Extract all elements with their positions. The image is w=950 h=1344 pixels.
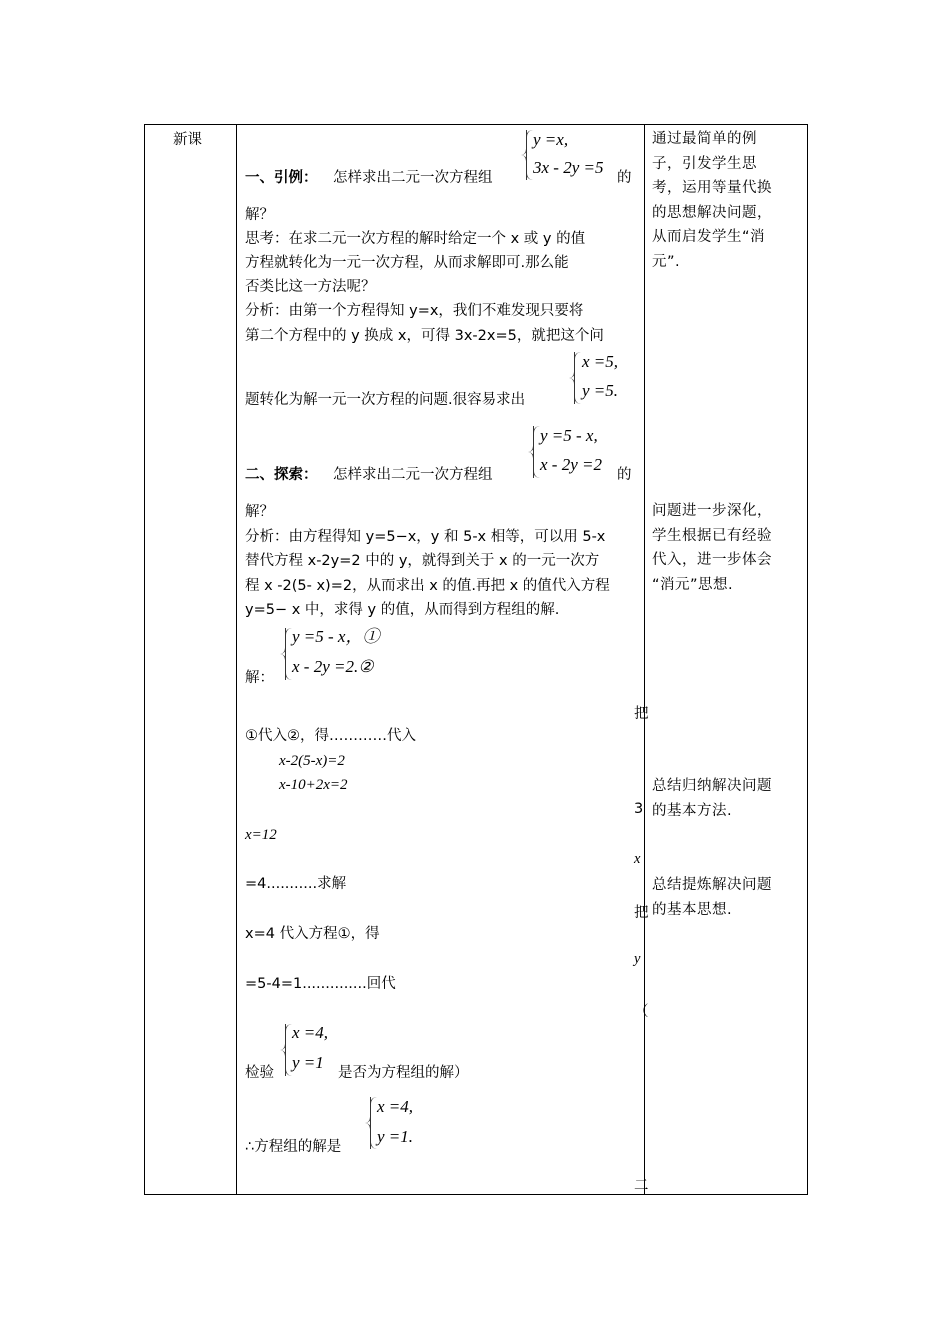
table-divider-1 [236, 124, 237, 1195]
think-line-1: 思考：在求二元一次方程的解时给定一个 x 或 y 的值 [245, 231, 586, 247]
intro-jie: 解？ [245, 207, 274, 223]
think-line-2: 方程就转化为一元一次方程，从而求解即可.那么能 [245, 255, 569, 271]
system-1-line-2: 3x - 2y =5 [533, 158, 604, 177]
step-back-substitute: x=4 代入方程①，得 [245, 926, 380, 942]
think-line-3: 否类比这一方法呢？ [245, 279, 376, 295]
check-line-2: y =1 [292, 1053, 324, 1072]
margin-symbol-5: y [634, 951, 641, 967]
system-2-line-1: y =5 - x, [540, 426, 598, 445]
conclusion-label: ∴方程组的解是 [245, 1139, 342, 1155]
section-label: 新课 [173, 132, 202, 148]
explore-question: 怎样求出二元一次方程组 [333, 467, 493, 483]
explore-analysis-4: y=5− x 中，求得 y 的值，从而得到方程组的解. [245, 602, 560, 618]
table-border-top [144, 124, 808, 125]
note-2 [652, 499, 802, 597]
system-2-line-2: x - 2y =2 [540, 455, 602, 474]
check-label: 检验 [245, 1065, 274, 1081]
note-1-line: 子，引发学生思 [652, 155, 757, 172]
intro-question: 怎样求出二元一次方程组 [333, 170, 493, 186]
step-equation-1: x-2(5-x)=2 [279, 753, 345, 769]
answer-line-2: y =5. [582, 381, 619, 400]
note-2-line: 学生根据已有经验 [652, 527, 772, 544]
intro-de: 的 [617, 170, 632, 186]
note-2-line: 问题进一步深化， [652, 503, 772, 519]
margin-symbol-1: 把 [634, 706, 649, 722]
table-border-bottom [144, 1194, 808, 1195]
check-line-1: x =4, [292, 1023, 329, 1042]
explore-jie: 解？ [245, 504, 274, 520]
table-divider-2 [644, 124, 645, 1195]
answer-line-1: x =5, [582, 352, 619, 371]
step-equation-2: x-10+2x=2 [279, 777, 348, 793]
table-border-left [144, 124, 145, 1195]
note-4 [652, 873, 802, 922]
final-line-2: y =1. [377, 1127, 414, 1146]
system-1-line-1: y =x, [533, 130, 569, 149]
margin-symbol-4: 把 [634, 905, 649, 921]
solution-line-2: x - 2y =2.② [292, 657, 374, 676]
note-1-line: 元”. [652, 253, 681, 270]
analysis-line-2: 第二个方程中的 y 换成 x，可得 3x-2x=5，就把这个问 [245, 328, 604, 344]
intro-heading: 一、引例： [245, 170, 318, 186]
note-3-line: 的基本方法. [652, 802, 733, 819]
note-2-line: “消元”思想. [652, 576, 734, 593]
table-border-right [807, 124, 808, 1195]
explore-heading: 二、探索： [245, 467, 318, 483]
analysis-line-3: 题转化为解一元一次方程的问题.很容易求出 [245, 392, 526, 408]
explore-de: 的 [617, 467, 632, 483]
note-1 [652, 127, 802, 274]
note-4-line: 总结提炼解决问题 [652, 877, 772, 893]
note-4-line: 的基本思想. [652, 901, 733, 918]
margin-symbol-3: x [634, 851, 641, 867]
explore-analysis-3: 程 x -2(5- x)=2，从而求出 x 的值.再把 x 的值代入方程 [245, 578, 610, 594]
note-1-line: 考，运用等量代换 [652, 180, 772, 196]
step-substitute: ①代入②，得…………代入 [245, 728, 416, 744]
note-3-line: 总结归纳解决问题 [652, 778, 772, 794]
check-suffix: 是否为方程组的解） [338, 1065, 469, 1081]
step-equation-3: x=12 [245, 827, 277, 843]
margin-symbol-6: （ [634, 1004, 649, 1020]
note-3 [652, 774, 802, 823]
margin-symbol-7: 二 [634, 1178, 649, 1194]
step-back-result: =5-4=1..............回代 [245, 976, 396, 992]
note-1-line: 从而启发学生“消 [652, 229, 766, 245]
solution-line-1: y =5 - x，① [292, 627, 380, 646]
note-2-line: 代入，进一步体会 [652, 552, 772, 568]
analysis-line-1: 分析：由第一个方程得知 y=x，我们不难发现只要将 [245, 303, 584, 319]
note-1-line: 的思想解决问题， [652, 204, 772, 221]
final-line-1: x =4, [377, 1097, 414, 1116]
explore-analysis-2: 替代方程 x-2y=2 中的 y，就得到关于 x 的一元一次方 [245, 553, 600, 569]
solution-jie-label: 解： [245, 670, 274, 686]
explore-analysis-1: 分析：由方程得知 y=5−x，y 和 5-x 相等，可以用 5-x [245, 529, 606, 545]
margin-symbol-2: 3 [634, 801, 644, 817]
answer-brace [574, 352, 582, 404]
note-1-line: 通过最简单的例 [652, 131, 757, 147]
step-solve: =4...........求解 [245, 876, 347, 892]
